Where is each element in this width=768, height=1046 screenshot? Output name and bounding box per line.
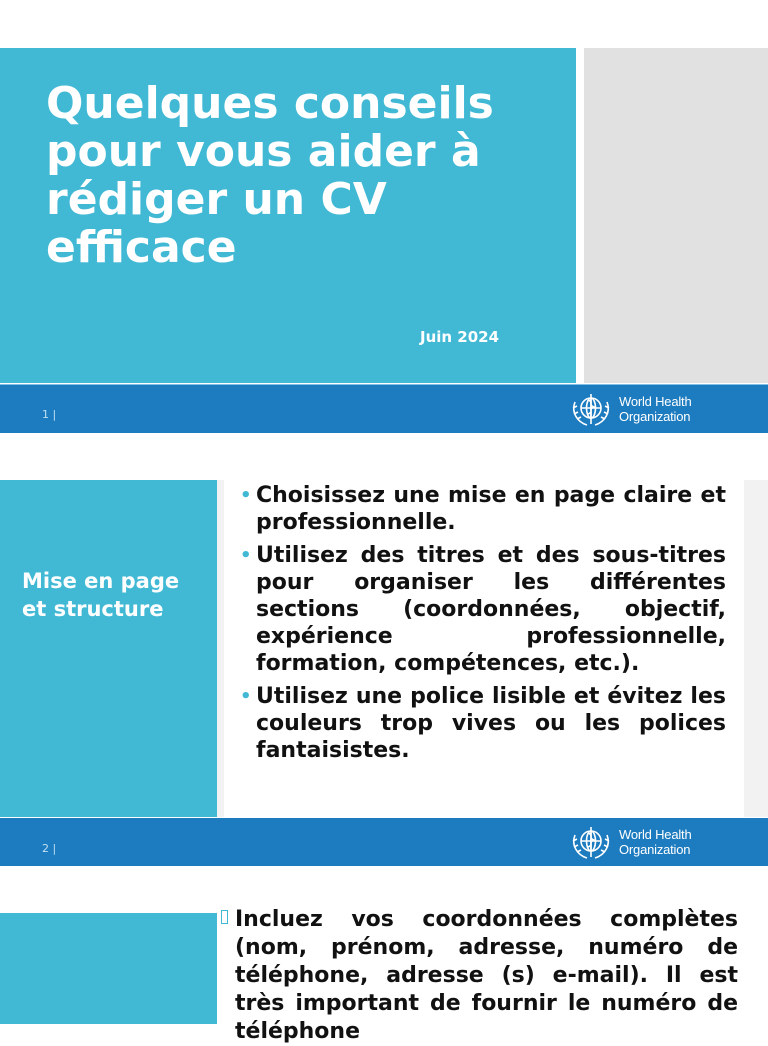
slide-date: Juin 2024 — [420, 328, 500, 346]
list-item: • Utilisez des titres et des sous-titres pour organiser les différentes sections (coordonnées, objectif, expérience professionnelle, formation, compétences, etc.). — [240, 543, 726, 676]
section-heading: Mise en page et structure — [22, 569, 180, 621]
who-emblem-icon — [569, 821, 613, 863]
list-item: • Utilisez une police lisible et évitez les couleurs trop vives ou les polices fantaisistes. — [240, 684, 726, 763]
section-panel — [0, 480, 217, 817]
section-panel — [0, 913, 217, 1024]
list-item: Incluez vos coordonnées complètes (nom, prénom, adresse, numéro de téléphone, adresse (s) e-mail). Il est très important de fournir le numéro de téléphone — [221, 906, 738, 1046]
org-name-line1: World Health — [619, 827, 692, 842]
org-name-line2: Organization — [619, 842, 691, 857]
org-name-line1: World Health — [619, 394, 692, 409]
page-number: 2 | — [42, 842, 57, 855]
who-logo — [569, 821, 692, 863]
list-item: • Choisissez une mise en page claire et professionnelle. — [240, 483, 726, 535]
slide-title: Quelques conseils pour vous aider à rédiger un CV efficace — [46, 78, 494, 273]
bullet-box-icon — [221, 910, 228, 924]
bullet-dot-icon: • — [240, 686, 252, 707]
title-slide-side-panel — [584, 48, 768, 383]
bullet-list — [240, 482, 726, 770]
bullet-list — [221, 906, 738, 1046]
who-logo — [569, 388, 692, 430]
bullet-dot-icon: • — [240, 485, 252, 506]
bullet-dot-icon: • — [240, 545, 252, 566]
page-number: 1 | — [42, 408, 57, 421]
who-emblem-icon — [569, 388, 613, 430]
org-name-line2: Organization — [619, 409, 691, 424]
